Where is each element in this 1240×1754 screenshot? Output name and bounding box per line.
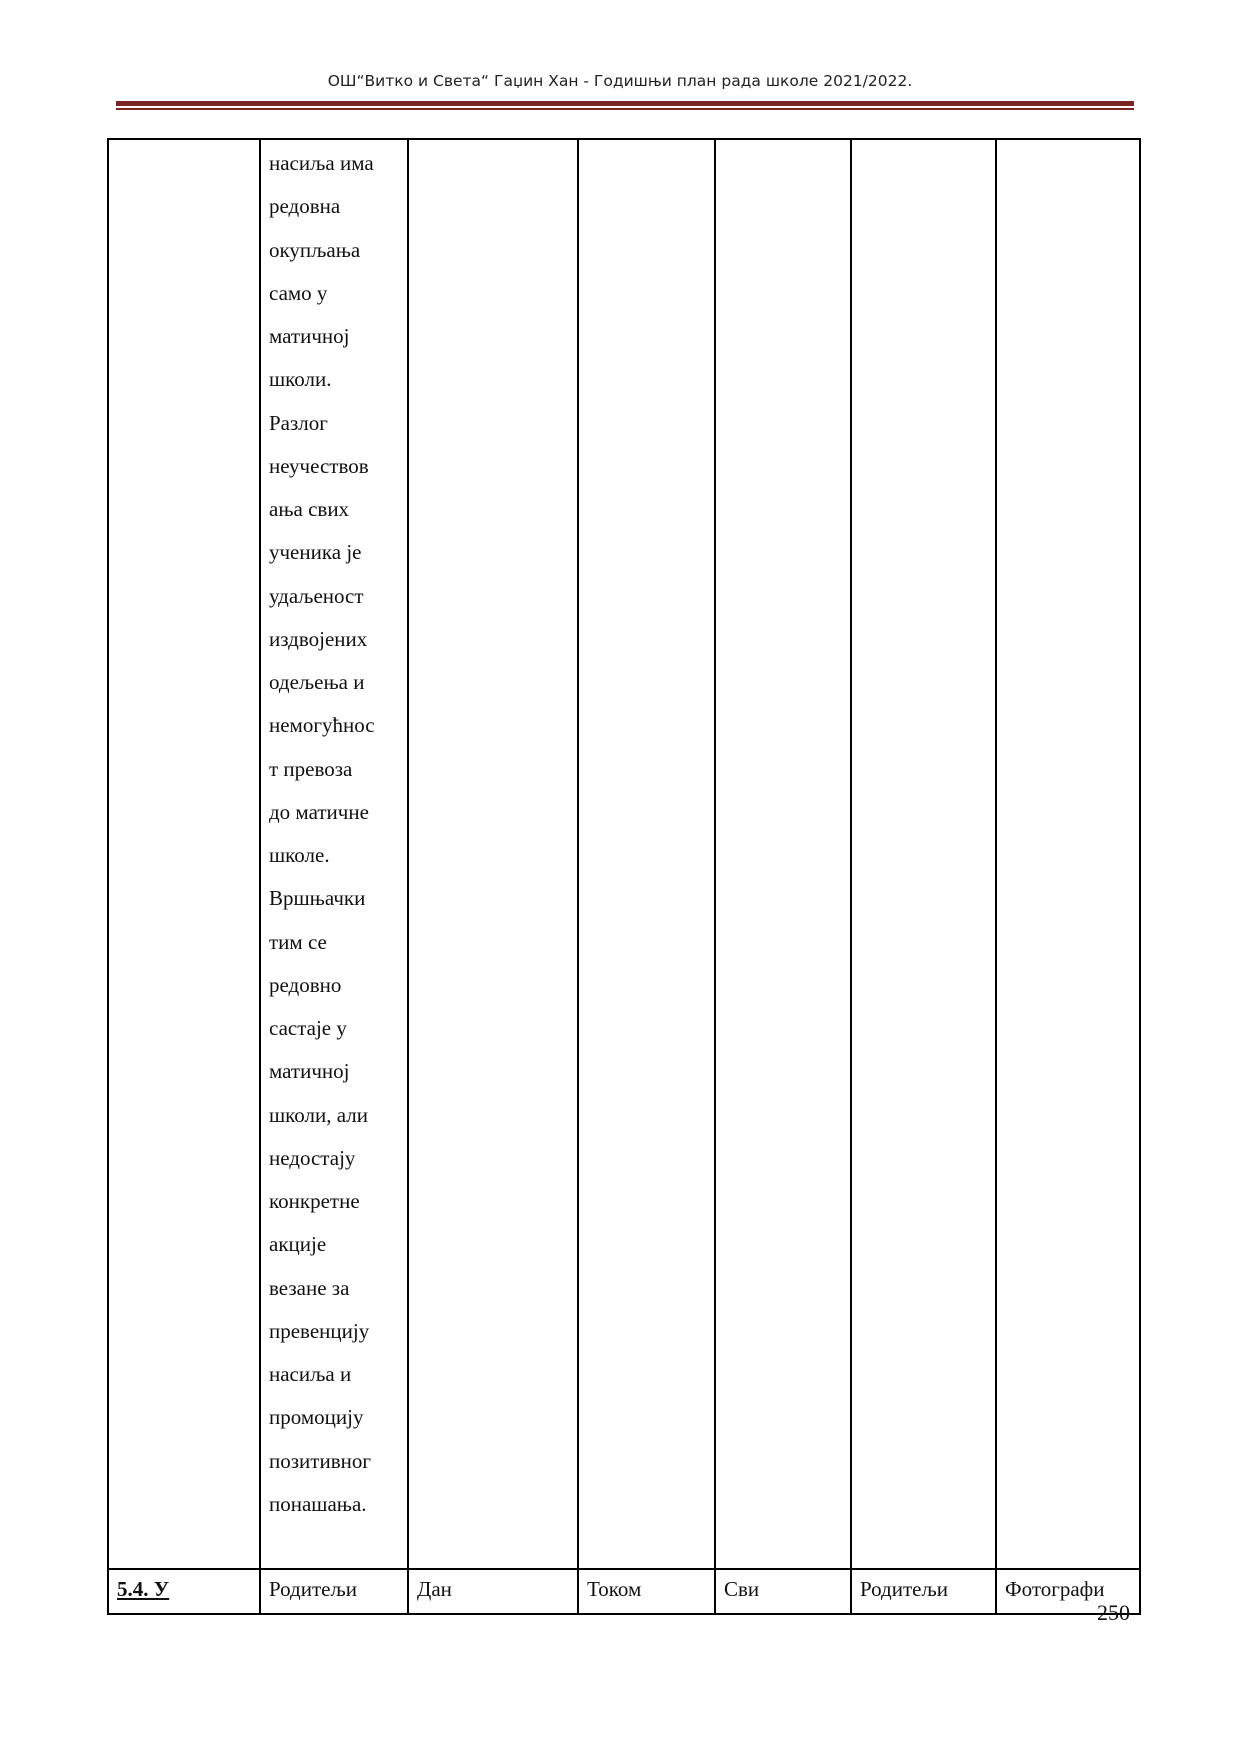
table-cell: Дан	[408, 1569, 578, 1614]
text-line: издвојених	[269, 626, 368, 651]
text-line: матичној	[269, 1059, 350, 1084]
table-cell: Фотографи	[996, 1569, 1140, 1614]
text-line: недостају	[269, 1145, 356, 1170]
text-line: неучествов	[269, 453, 369, 478]
page-header: ОШ“Витко и Света“ Гаџин Хан - Годишњи план рада школе 2021/2022.	[327, 72, 913, 90]
text-line: конкретне	[269, 1189, 360, 1213]
header-divider-thin	[116, 108, 1134, 110]
text-line: Разлог	[269, 410, 328, 435]
table-cell: Сви	[715, 1569, 851, 1614]
text-line: матичној	[269, 324, 350, 348]
text-line: насиља и	[269, 1362, 352, 1386]
text-line: позитивног	[269, 1448, 371, 1473]
table-row	[108, 139, 1140, 1569]
plan-table	[107, 138, 1141, 1615]
text-line: понашања.	[269, 1491, 367, 1516]
text-line: удаљеност	[269, 583, 364, 608]
text-line: ученика је	[269, 540, 362, 565]
header-divider-thick	[116, 101, 1134, 106]
text-line: школи.	[269, 367, 332, 392]
text-line: одељења и	[269, 670, 365, 694]
text-line: окупљања	[269, 237, 361, 262]
text-line: насиља има	[269, 151, 374, 175]
text-line: редовно	[269, 972, 342, 997]
text-line: тим се	[269, 929, 327, 954]
text-line: редовна	[269, 194, 341, 219]
table-cell	[851, 139, 996, 1569]
text-line: школи, али	[269, 1102, 368, 1127]
table-cell	[578, 139, 715, 1569]
text-line: ања свих	[269, 497, 350, 521]
table-cell-long-text	[260, 139, 408, 1569]
table-cell	[108, 139, 260, 1569]
text-line: везане за	[269, 1275, 350, 1300]
table-cell	[996, 139, 1140, 1569]
text-line: Вршњачки	[269, 886, 366, 911]
text-line: до матичне	[269, 799, 369, 824]
table-cell	[408, 139, 578, 1569]
table-cell: Током	[578, 1569, 715, 1614]
text-line: немогућнос	[269, 713, 375, 738]
table-cell-section-number	[108, 1569, 260, 1614]
text-line: превенцију	[269, 1318, 370, 1343]
text-line: т превоза	[269, 756, 353, 781]
table-row	[108, 1569, 1140, 1614]
section-number: 5.4. У	[117, 1577, 170, 1601]
table-cell: Родитељи	[260, 1569, 408, 1614]
text-line: промоцију	[269, 1405, 364, 1430]
text-line: школе.	[269, 843, 330, 867]
table-cell: Родитељи	[851, 1569, 996, 1614]
text-line: акције	[269, 1232, 327, 1257]
text-line: састаје у	[269, 1016, 347, 1040]
text-line: само у	[269, 280, 328, 305]
page-number: 250	[1097, 1600, 1130, 1625]
table-cell	[715, 139, 851, 1569]
